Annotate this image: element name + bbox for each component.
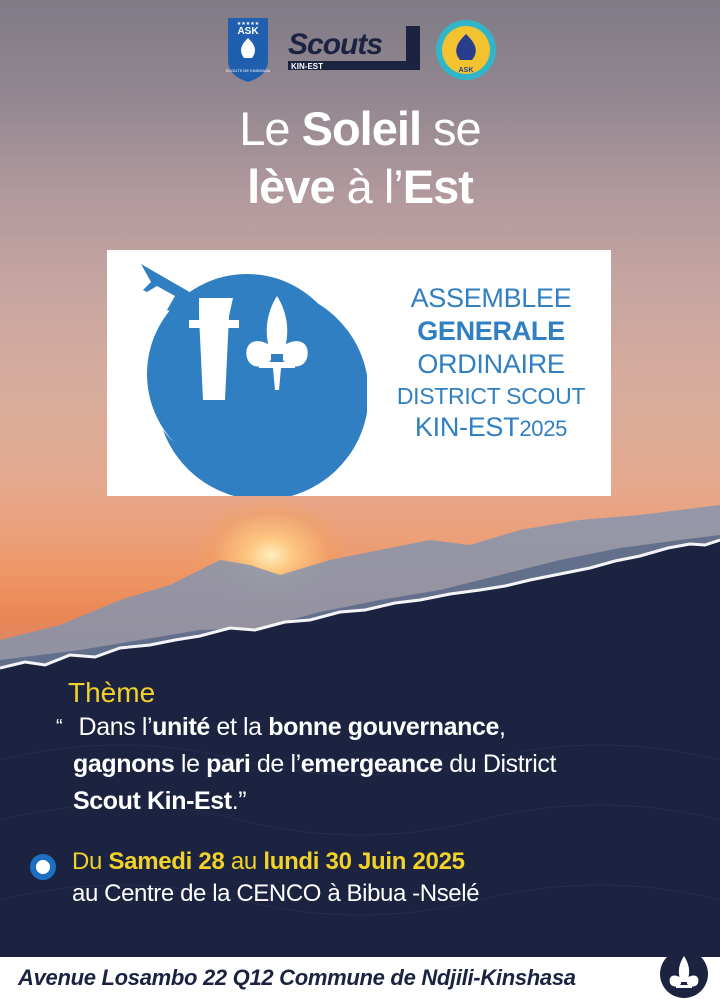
theme-label: Thème [68, 677, 156, 708]
theme-quote: “ Dans l’unité et la bonne gouvernance, gagnons le pari de l’emergeance du District Scout Kin-Est.” [56, 713, 557, 815]
address-text: Avenue Losambo 22 Q12 Commune de Ndjili-Kinshasa [18, 965, 576, 990]
partner-logos [0, 14, 720, 84]
event-line-5: KIN-EST2025 [414, 412, 568, 442]
event-title [375, 282, 607, 445]
headline-line-1: Le Soleil se [239, 102, 481, 155]
ask-shield-label: ASK [237, 26, 259, 37]
svg-text:★★★★★: ★★★★★ [236, 21, 260, 27]
ask-shield-logo [226, 18, 271, 82]
event-line-1: ASSEMBLEE [410, 283, 572, 313]
event-card [107, 250, 611, 496]
scout-badge-logo [436, 20, 496, 80]
footer-bar [0, 957, 720, 999]
headline-line-2: lève à l’Est [247, 160, 473, 213]
date-bullet-icon [30, 854, 56, 880]
event-line-3: ORDINAIRE [417, 349, 565, 379]
fleur-de-lis-icon [654, 940, 714, 999]
headline [0, 100, 720, 216]
scouts-wordmark: Scouts [288, 28, 383, 61]
district-emblem [107, 250, 367, 496]
badge-label: ASK [458, 67, 474, 74]
event-venue: au Centre de la CENCO à Bibua -Nselé [72, 880, 480, 907]
scouts-kin-est-logo [288, 26, 420, 71]
ask-shield-caption: SCOUTS DE KINSHASA [225, 68, 271, 73]
scouts-subtitle: KIN-EST [291, 62, 323, 71]
event-dates: Du Samedi 28 au lundi 30 Juin 2025 [72, 848, 465, 875]
event-line-4: DISTRICT SCOUT [396, 383, 586, 409]
event-line-2: GENERALE [417, 316, 565, 346]
